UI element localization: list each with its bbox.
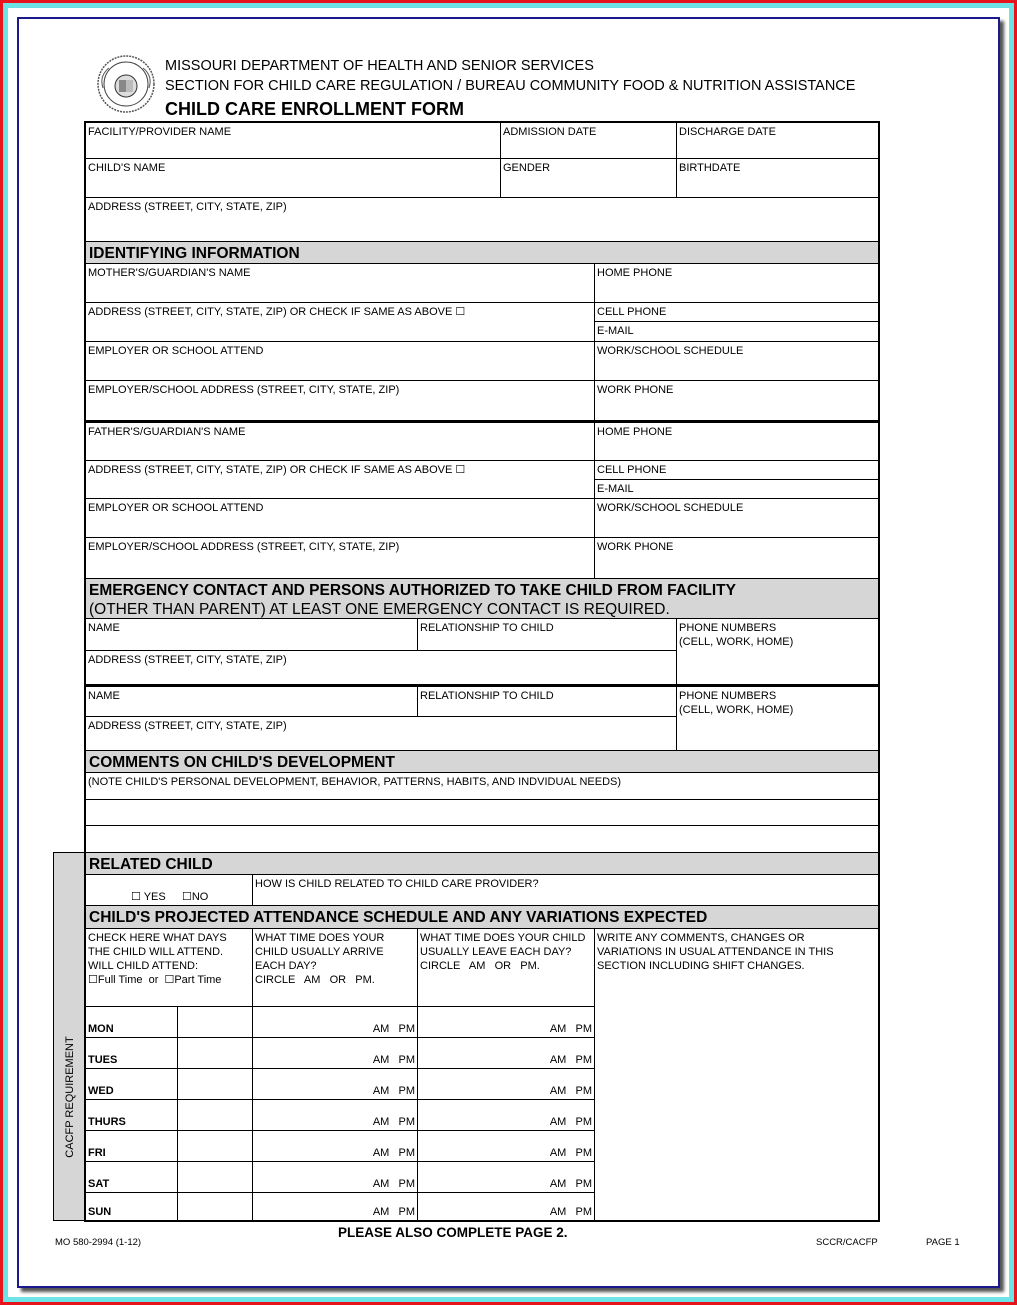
mother-employer-address-field[interactable] [85,380,595,421]
gender-label: GENDER [503,162,551,174]
contact1-phone-field[interactable] [676,618,879,685]
label: NAME [88,690,120,702]
schedule-comments-field[interactable] [594,928,879,1221]
schedule-leave-header [417,928,595,1007]
facility-name-field[interactable] [85,122,501,159]
contact2-address-field[interactable] [85,716,677,751]
arrive-time-cell[interactable] [252,1099,418,1131]
label: (NOTE CHILD'S PERSONAL DEVELOPMENT, BEHAVIOR, PATTERNS, HABITS, AND INDVIDUAL NEEDS) [88,776,622,788]
label: EMPLOYER OR SCHOOL ATTEND [88,502,264,514]
label: (CELL, WORK, HOME) [679,704,794,716]
day-label: FRI [88,1147,106,1159]
arrive-time-cell[interactable] [252,1130,418,1162]
label: HOW IS CHILD RELATED TO CHILD CARE PROVIDER? [255,878,539,890]
relationship-field[interactable] [252,874,879,906]
label: (CELL, WORK, HOME) [679,636,794,648]
label: HOME PHONE [597,267,673,279]
label: E-MAIL [597,483,634,495]
label: HOME PHONE [597,426,673,438]
mother-employer-field[interactable] [85,341,595,381]
schedule-arrive-header [252,928,418,1007]
form-title: CHILD CARE ENROLLMENT FORM [165,99,464,119]
father-schedule-field[interactable] [594,498,879,538]
contact2-relationship-field[interactable] [417,684,677,717]
emergency-heading [85,578,879,619]
label: FATHER'S/GUARDIAN'S NAME [88,426,246,438]
leave-time-cell[interactable] [417,1006,595,1038]
address-label: ADDRESS (STREET, CITY, STATE, ZIP) [88,201,287,213]
day-check-cell[interactable] [177,1037,253,1069]
label: EMPLOYER/SCHOOL ADDRESS (STREET, CITY, STATE, ZIP) [88,384,400,396]
contact2-phone-field[interactable] [676,684,879,751]
label: WHAT TIME DOES YOUR [255,932,385,944]
related-yes-checkbox[interactable]: ☐ YES [131,891,166,903]
child-name-label: CHILD'S NAME [88,162,166,174]
father-address-field[interactable] [85,460,595,499]
discharge-date-field[interactable] [676,122,879,159]
label: WORK/SCHOOL SCHEDULE [597,345,744,357]
label: RELATIONSHIP TO CHILD [420,690,554,702]
contact2-name-field[interactable] [85,684,418,717]
day-label-cell [85,1130,178,1162]
day-label: SAT [88,1178,110,1190]
father-employer-field[interactable] [85,498,595,538]
label: MOTHER'S/GUARDIAN'S NAME [88,267,251,279]
label: CHECK HERE WHAT DAYS [88,932,227,944]
label: VARIATIONS IN USUAL ATTENDANCE IN THIS [597,946,834,958]
am-pm-options[interactable]: AM PM [372,1147,415,1159]
admission-date-field[interactable] [500,122,677,159]
arrive-time-cell[interactable] [252,1037,418,1069]
day-check-cell[interactable] [177,1068,253,1100]
leave-time-cell[interactable] [417,1192,595,1221]
label: THE CHILD WILL ATTEND. [88,946,224,958]
label: CIRCLE AM OR PM. [420,960,540,972]
label: WRITE ANY COMMENTS, CHANGES OR [597,932,805,944]
label: ADDRESS (STREET, CITY, STATE, ZIP) [88,654,287,666]
father-work-phone-field[interactable] [594,537,879,579]
section-name: SECTION FOR CHILD CARE REGULATION / BUREAU COMMUNITY FOOD & NUTRITION ASSISTANCE [165,78,856,94]
label: CHILD USUALLY ARRIVE [255,946,384,958]
form-code: SCCR/CACFP [816,1237,878,1248]
am-pm-options[interactable]: AM PM [549,1147,592,1159]
label: WORK/SCHOOL SCHEDULE [597,502,744,514]
am-pm-options[interactable]: AM PM [372,1023,415,1035]
label: WHAT TIME DOES YOUR CHILD [420,932,586,944]
day-label: MON [88,1023,114,1035]
am-pm-options[interactable]: AM PM [372,1116,415,1128]
mother-address-field[interactable] [85,302,595,342]
day-label: THURS [88,1116,126,1128]
mother-schedule-field[interactable] [594,341,879,381]
full-part-time-checkboxes[interactable]: ☐Full Time or ☐Part Time [88,974,222,986]
label: EMPLOYER/SCHOOL ADDRESS (STREET, CITY, STATE, ZIP) [88,541,400,553]
leave-time-cell[interactable] [417,1068,595,1100]
day-label: SUN [88,1206,112,1218]
label: CELL PHONE [597,306,667,318]
day-label-cell [85,1068,178,1100]
contact1-name-field[interactable] [85,618,418,651]
arrive-time-cell[interactable] [252,1068,418,1100]
schedule-heading: CHILD'S PROJECTED ATTENDANCE SCHEDULE AND ANY VARIATIONS EXPECTED [85,905,879,929]
birthdate-field[interactable] [676,158,879,198]
page-number: PAGE 1 [926,1237,960,1248]
child-name-field[interactable] [85,158,501,198]
am-pm-options[interactable]: AM PM [549,1085,592,1097]
day-check-cell[interactable] [177,1099,253,1131]
father-employer-address-field[interactable] [85,537,595,579]
day-label: TUES [88,1054,118,1066]
label: RELATIONSHIP TO CHILD [420,622,554,634]
label: CIRCLE AM OR PM. [255,974,375,986]
label: PHONE NUMBERS [679,690,777,702]
am-pm-options[interactable]: AM PM [372,1178,415,1190]
day-check-cell[interactable] [177,1130,253,1162]
leave-time-cell[interactable] [417,1099,595,1131]
contact1-relationship-field[interactable] [417,618,677,651]
arrive-time-cell[interactable] [252,1161,418,1193]
arrive-time-cell[interactable] [252,1192,418,1221]
comments-line-2[interactable] [85,799,879,826]
label: ADDRESS (STREET, CITY, STATE, ZIP) OR CHECK IF SAME AS ABOVE ☐ [88,306,466,318]
label: NAME [88,622,120,634]
label: EMPLOYER OR SCHOOL ATTEND [88,345,264,357]
mother-cell-phone-field[interactable] [594,302,879,322]
father-email-field[interactable] [594,479,879,499]
schedule-days-header [85,928,253,1007]
father-cell-phone-field[interactable] [594,460,879,480]
label: WILL CHILD ATTEND: [88,960,199,972]
label: ADDRESS (STREET, CITY, STATE, ZIP) OR CHECK IF SAME AS ABOVE ☐ [88,464,466,476]
am-pm-options[interactable]: AM PM [549,1116,592,1128]
leave-time-cell[interactable] [417,1037,595,1069]
am-pm-options[interactable]: AM PM [549,1023,592,1035]
cacfp-side-bar [53,852,86,1221]
complete-page-note: PLEASE ALSO COMPLETE PAGE 2. [338,1225,568,1240]
leave-time-cell[interactable] [417,1130,595,1162]
father-home-phone-field[interactable] [594,420,879,461]
day-label-cell [85,1037,178,1069]
birthdate-label: BIRTHDATE [679,162,741,174]
related-no-checkbox[interactable]: ☐NO [182,891,209,903]
facility-label: FACILITY/PROVIDER NAME [88,126,232,138]
label: USUALLY LEAVE EACH DAY? [420,946,572,958]
cacfp-label: CACFP REQUIREMENT [63,1035,76,1158]
comments-heading: COMMENTS ON CHILD'S DEVELOPMENT [85,750,879,773]
label: WORK PHONE [597,384,674,396]
mother-name-field[interactable] [85,263,595,303]
comments-line-1[interactable] [85,772,879,800]
comments-line-3[interactable] [85,825,879,853]
related-child-heading: RELATED CHILD [85,852,879,875]
label: E-MAIL [597,325,634,337]
day-label-cell [85,1006,178,1038]
related-yes-no [85,874,253,906]
state-seal-logo [95,54,157,114]
day-label: WED [88,1085,114,1097]
arrive-time-cell[interactable] [252,1006,418,1038]
emergency-subheading: (OTHER THAN PARENT) AT LEAST ONE EMERGENCY CONTACT IS REQUIRED. [89,601,670,618]
father-name-field[interactable] [85,420,595,461]
am-pm-options[interactable]: AM PM [372,1054,415,1066]
mother-email-field[interactable] [594,321,879,342]
day-label-cell [85,1161,178,1193]
emergency-heading-text: EMERGENCY CONTACT AND PERSONS AUTHORIZED TO TAKE CHILD FROM FACILITY [89,582,736,599]
discharge-label: DISCHARGE DATE [679,126,776,138]
gender-field[interactable] [500,158,677,198]
label: PHONE NUMBERS [679,622,777,634]
identifying-heading: IDENTIFYING INFORMATION [85,241,879,264]
label: EACH DAY? [255,960,317,972]
am-pm-options[interactable]: AM PM [549,1178,592,1190]
leave-time-cell[interactable] [417,1161,595,1193]
admission-label: ADMISSION DATE [503,126,597,138]
mother-home-phone-field[interactable] [594,263,879,303]
day-check-cell[interactable] [177,1006,253,1038]
day-label-cell [85,1099,178,1131]
form-number: MO 580-2994 (1-12) [55,1237,142,1248]
am-pm-options[interactable]: AM PM [549,1206,592,1218]
label: WORK PHONE [597,541,674,553]
day-label-cell [85,1192,178,1221]
day-check-cell[interactable] [177,1161,253,1193]
am-pm-options[interactable]: AM PM [372,1085,415,1097]
label: CELL PHONE [597,464,667,476]
department-name: MISSOURI DEPARTMENT OF HEALTH AND SENIOR SERVICES [165,58,594,74]
am-pm-options[interactable]: AM PM [549,1054,592,1066]
day-check-cell[interactable] [177,1192,253,1221]
child-address-field[interactable] [85,197,879,242]
contact1-address-field[interactable] [85,650,677,685]
mother-work-phone-field[interactable] [594,380,879,421]
label: SECTION INCLUDING SHIFT CHANGES. [597,960,805,972]
label: ADDRESS (STREET, CITY, STATE, ZIP) [88,720,287,732]
am-pm-options[interactable]: AM PM [372,1206,415,1218]
